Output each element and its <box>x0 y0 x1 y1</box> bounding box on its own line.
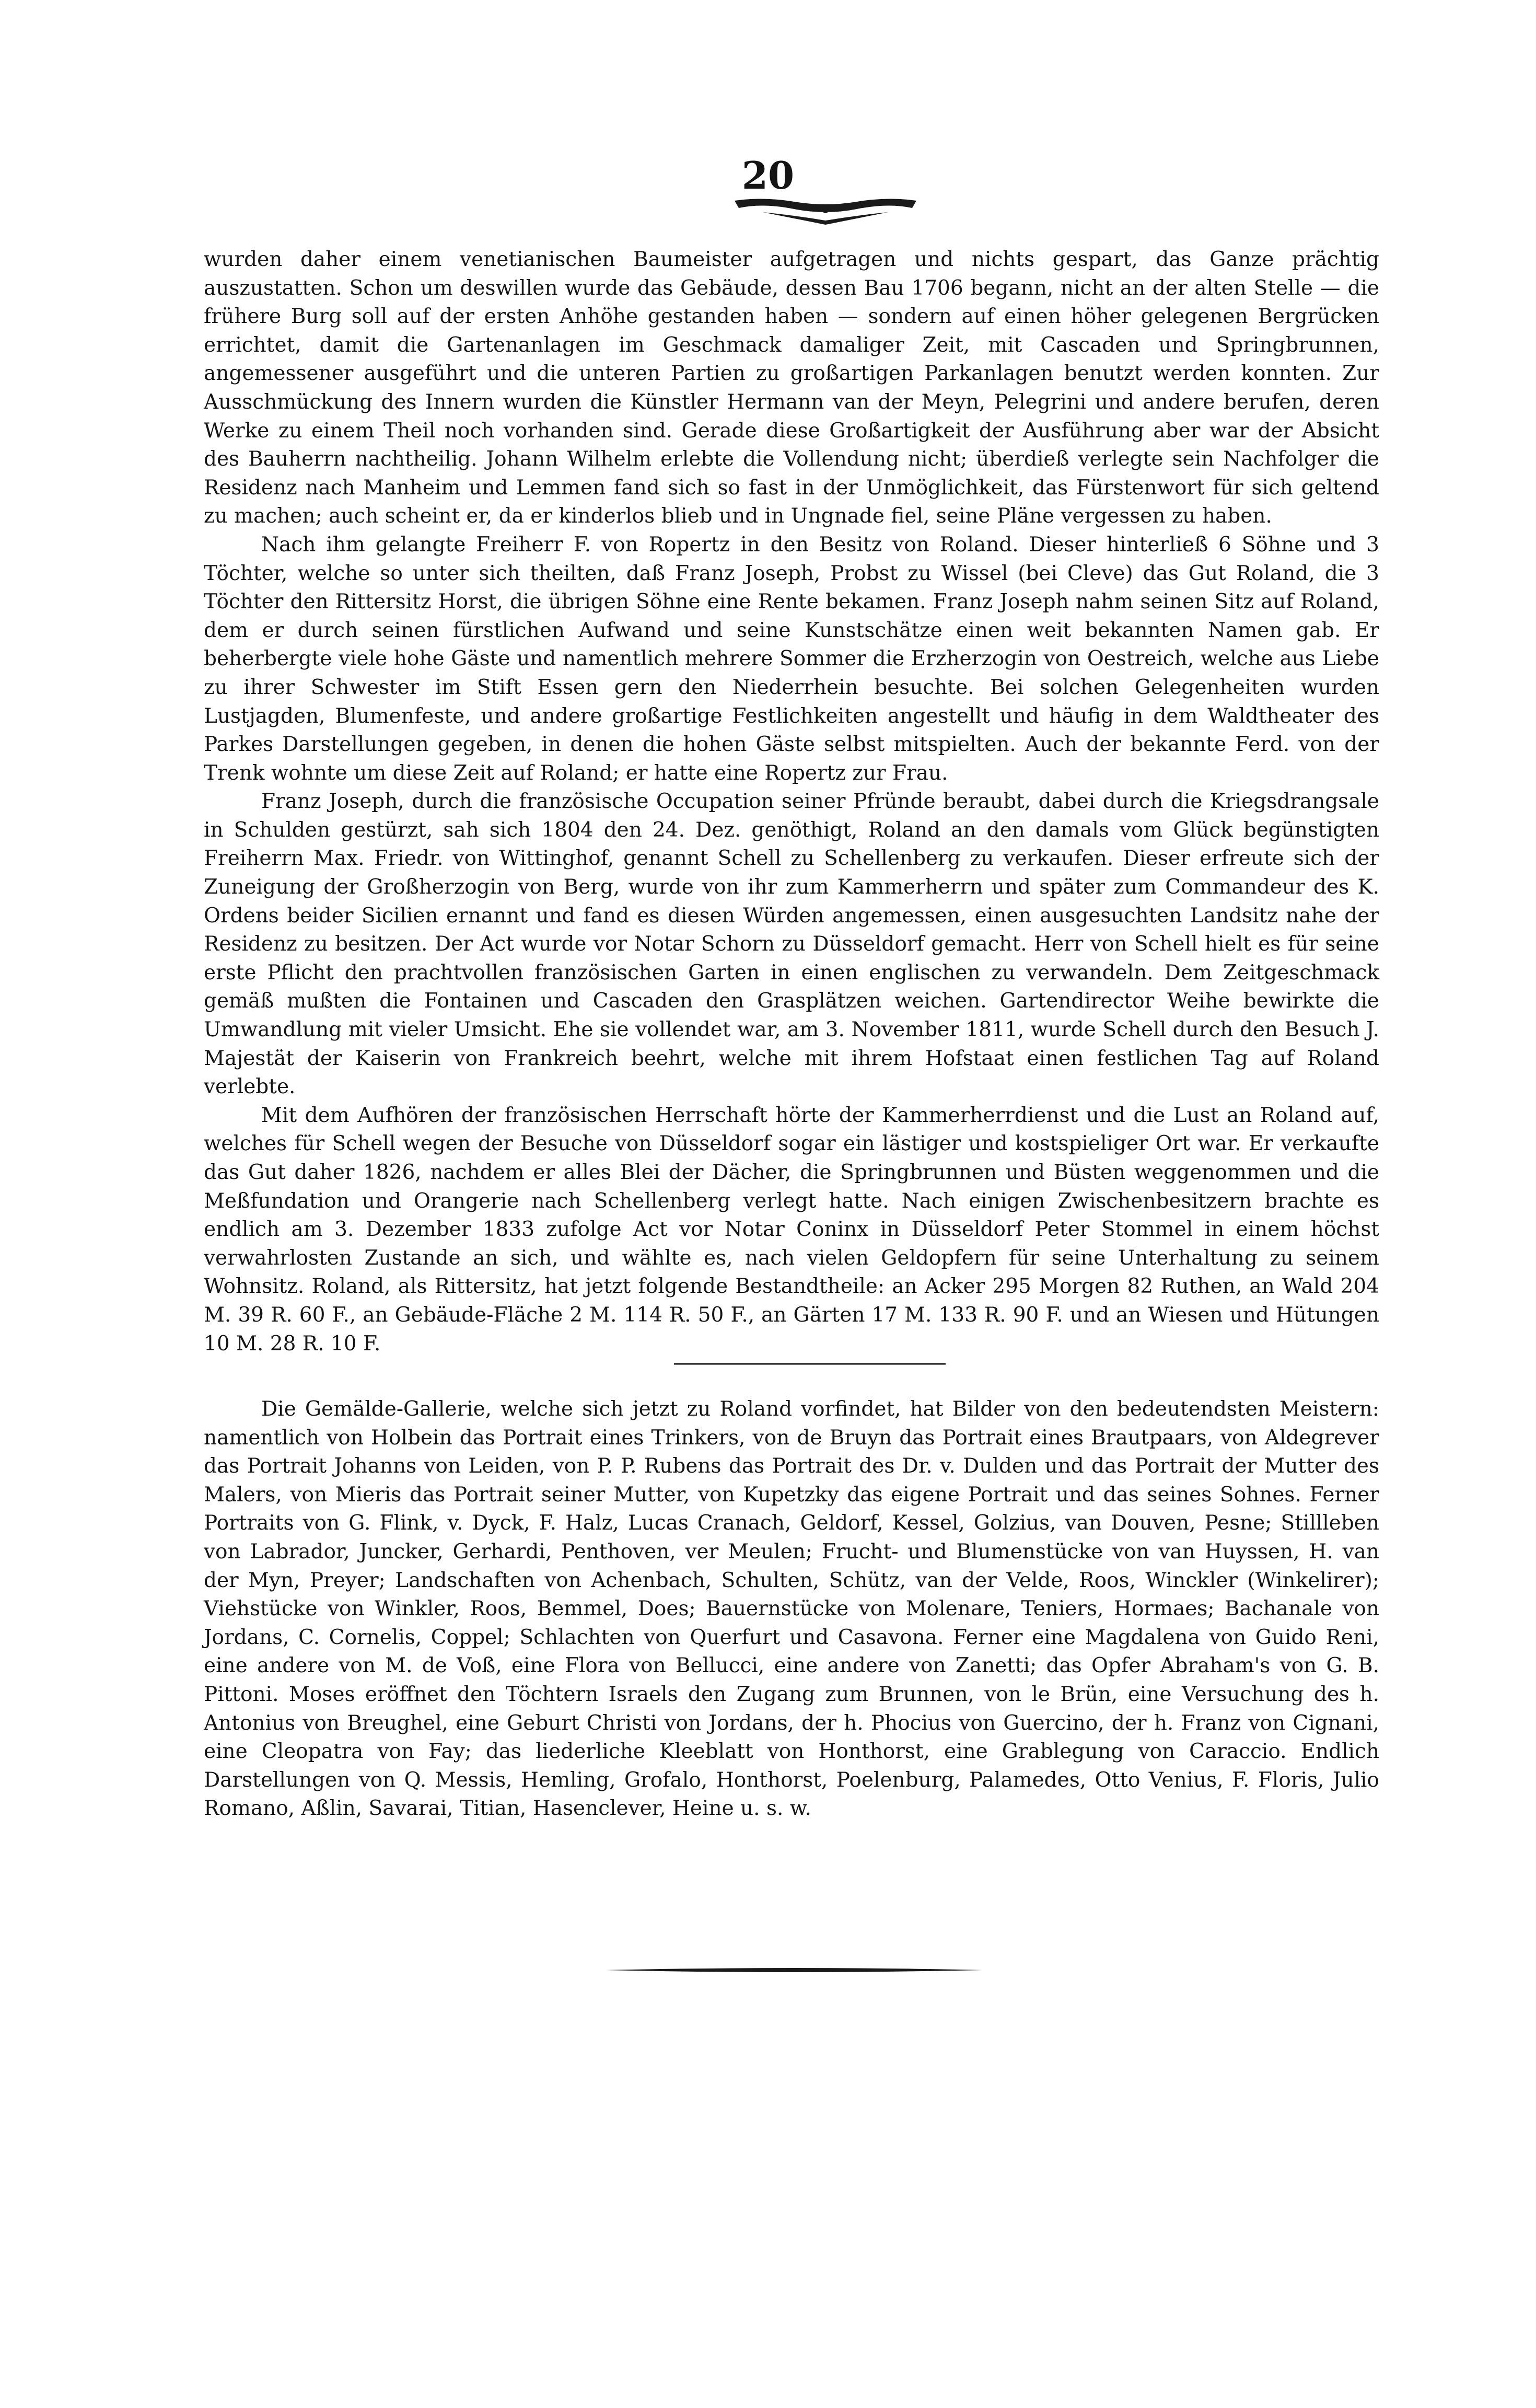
paragraph: Franz Joseph, durch die französische Occupation seiner Pfründe beraubt, dabei durch die Kriegsdrangsale in Schulden gestürzt, sah sich 1804 den 24. Dez. genöthigt, Roland an den damals vom Glück begünstigten Freiherrn Max. Friedr. von Wittinghof, genannt Schell zu Schellenberg zu verkaufen. Dieser erfreute sich der Zuneigung der Großherzogin von Berg, wurde von ihr zum Kammerherrn und später zum Commandeur des K. Ordens beider Sicilien ernannt und fand es diesen Würden angemessen, einen ausgesuchten Landsitz nahe der Residenz zu besitzen. Der Act wurde vor Notar Schorn zu Düsseldorf gemacht. Herr von Schell hielt es für seine erste Pflicht den prachtvollen französischen Garten in einen englischen zu verwandeln. Dem Zeitgeschmack gemäß mußten die Fontainen und Cascaden den Grasplätzen weichen. Gartendirector Weihe bewirkte die Umwandlung mit vieler Umsicht. Ehe sie vollendet war, am 3. November 1811, wurde Schell durch den Besuch J. Majestät der Kaiserin von Frankreich beehrt, welche mit ihrem Hofstaat einen festlichen Tag auf Roland verlebte. <box>204 790 1379 1099</box>
paragraph: wurden daher einem venetianischen Baumeister aufgetragen und nichts gespart, das Ganze prächtig auszustatten. Schon um deswillen wurde das Gebäude, dessen Bau 1706 begann, nicht an der alten Stelle — die frühere Burg soll auf der ersten Anhöhe gestanden haben — sondern auf einen höher gelegenen Bergrücken errichtet, damit die Gartenanlagen im Geschmack damaliger Zeit, mit Cascaden und Springbrunnen, angemessener ausgeführt und die unteren Partien zu großartigen Parkanlagen benutzt werden konnten. Zur Ausschmückung des Innern wurden die Künstler Hermann van der Meyn, Pelegrini und andere berufen, deren Werke zu einem Theil noch vorhanden sind. Gerade diese Großartigkeit der Ausführung aber war der Absicht des Bauherrn nachtheilig. Johann Wilhelm erlebte die Vollendung nicht; überdieß verlegte sein Nachfolger die Residenz nach Manheim und Lemmen fand sich so fast in der Unmöglichkeit, das Fürstenwort für sich geltend zu machen; auch scheint er, da er kinderlos blieb und in Ungnade fiel, seine Pläne vergessen zu haben. <box>204 248 1379 528</box>
paragraph: Mit dem Aufhören der französischen Herrschaft hörte der Kammerherrdienst und die Lust an Roland auf, welches für Schell wegen der Besuche von Düsseldorf sogar ein lästiger und kostspieliger Ort war. Er verkaufte das Gut daher 1826, nachdem er alles Blei der Dächer, die Springbrunnen und Büsten weggenommen und die Meßfundation und Orangerie nach Schellenberg verlegt hatte. Nach einigen Zwischenbesitzern brachte es endlich am 3. Dezember 1833 zufolge Act vor Notar Coninx in Düsseldorf Peter Stommel in einem höchst verwahrlosten Zustande an sich, und wählte es, nach vielen Geldopfern für seine Unterhaltung zu seinem Wohnsitz. Roland, als Rittersitz, hat jetzt folgende Bestandtheile: an Acker 295 Morgen 82 Ruthen, an Wald 204 M. 39 R. 60 F., an Gebäude-Fläche 2 M. 114 R. 50 F., an Gärten 17 M. 133 R. 90 F. und an Wiesen und Hütungen 10 M. 28 R. 10 F. <box>204 1103 1379 1356</box>
ornament-flourish <box>731 194 920 228</box>
gallery-section <box>204 1395 1379 1823</box>
paragraph: Nach ihm gelangte Freiherr F. von Ropertz in den Besitz von Roland. Dieser hinterließ 6 Söhne und 3 Töchter, welche so unter sich theilten, daß Franz Joseph, Probst zu Wissel (bei Cleve) das Gut Roland, die 3 Töchter den Rittersitz Horst, die übrigen Söhne eine Rente bekamen. Franz Joseph nahm seinen Sitz auf Roland, dem er durch seinen fürstlichen Aufwand und seine Kunstschätze einen weit bekannten Namen gab. Er beherbergte viele hohe Gäste und namentlich mehrere Sommer die Erzherzogin von Oestreich, welche aus Liebe zu ihrer Schwester im Stift Essen gern den Niederrhein besuchte. Bei solchen Gelegenheiten wurden Lustjagden, Blumenfeste, und andere großartige Festlichkeiten angestellt und häufig in dem Waldtheater des Parkes Darstellungen gegeben, in denen die hohen Gäste selbst mitspielten. Auch der bekannte Ferd. von der Trenk wohnte um diese Zeit auf Roland; er hatte eine Ropertz zur Frau. <box>204 532 1379 785</box>
body-text <box>204 246 1379 1358</box>
end-rule <box>606 1966 982 1974</box>
section-divider <box>674 1361 946 1367</box>
page-number: 20 <box>741 153 795 198</box>
paragraph: Die Gemälde-Gallerie, welche sich jetzt zu Roland vorfindet, hat Bilder von den bedeutendsten Meistern: namentlich von Holbein das Portrait eines Trinkers, von de Bruyn das Portrait eines Brautpaars, von Aldegrever das Portrait Johanns von Leiden, von P. P. Rubens das Portrait des Dr. v. Dulden und das Portrait der Mutter des Malers, von Mieris das Portrait seiner Mutter, von Kupetzky das eigene Portrait und das seines Sohnes. Ferner Portraits von G. Flink, v. Dyck, F. Halz, Lucas Cranach, Geldorf, Kessel, Golzius, van Douven, Pesne; Stillleben von Labrador, Juncker, Gerhardi, Penthoven, ver Meulen; Frucht- und Blumenstücke von van Huyssen, H. van der Myn, Preyer; Landschaften von Achenbach, Schulten, Schütz, van der Velde, Roos, Winckler (Winkelirer); Viehstücke von Winkler, Roos, Bemmel, Does; Bauernstücke von Molenare, Teniers, Hormaes; Bachanale von Jordans, C. Cornelis, Coppel; Schlachten von Querfurt und Casavona. Ferner eine Magdalena von Guido Reni, eine andere von M. de Voß, eine Flora von Bellucci, eine andere von Zanetti; das Opfer Abraham's von G. B. Pittoni. Moses eröffnet den Töchtern Israels den Zugang zum Brunnen, von le Brün, eine Versuchung des h. Antonius von Breughel, eine Geburt Christi von Jordans, der h. Phocius von Guercino, der h. Franz von Cignani, eine Cleopatra von Fay; das liederliche Kleeblatt von Honthorst, eine Grablegung von Caraccio. Endlich Darstellungen von Q. Messis, Hemling, Grofalo, Honthorst, Poelenburg, Palamedes, Otto Venius, F. Floris, Julio Romano, Aßlin, Savarai, Titian, Hasenclever, Heine u. s. w. <box>204 1397 1379 1821</box>
